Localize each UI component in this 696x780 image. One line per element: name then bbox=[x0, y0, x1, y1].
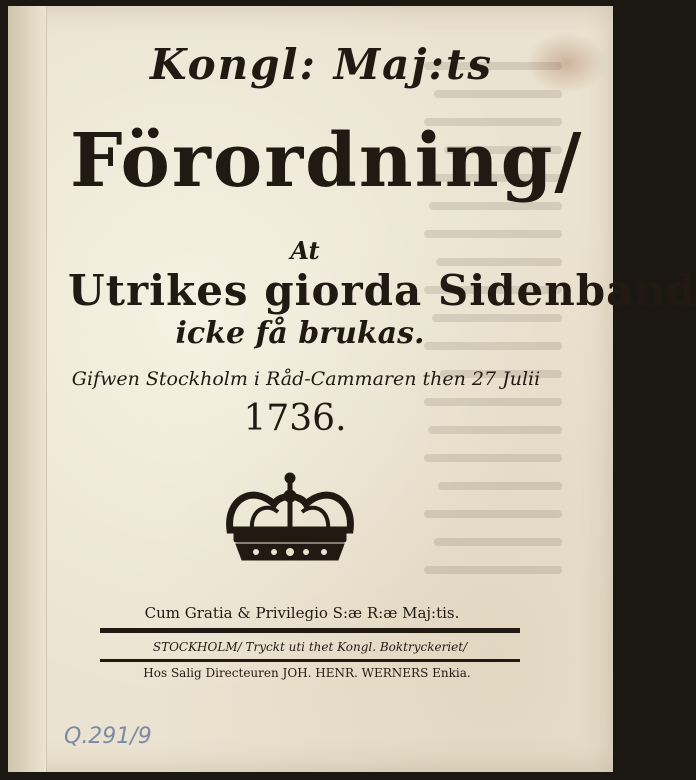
subtitle-at: At bbox=[290, 236, 320, 265]
given-line: Gifwen Stockholm i Råd-Cammaren then 27 Julii bbox=[71, 368, 541, 390]
imprint-line-1: STOCKHOLM/ Tryckt uti thet Kongl. Boktryckeriet/ bbox=[152, 640, 468, 654]
title-forordning: Förordning/ bbox=[70, 118, 584, 204]
divider-rule-bottom bbox=[100, 659, 520, 662]
crown-icon bbox=[222, 470, 358, 566]
title-kongl-maj: Kongl: Maj:ts bbox=[150, 40, 494, 89]
year: 1736. bbox=[243, 398, 347, 439]
divider-rule-top bbox=[100, 628, 520, 633]
privilege-line: Cum Gratia & Privilegio S:æ R:æ Maj:tis. bbox=[144, 604, 460, 622]
subtitle-line-2: icke få brukas. bbox=[175, 316, 425, 351]
shelfmark-annotation: Q.291/9 bbox=[64, 724, 152, 749]
imprint-line-2: Hos Salig Directeuren JOH. HENR. WERNERS Enkia. bbox=[143, 666, 471, 680]
binding-edge bbox=[8, 6, 47, 772]
subtitle-line-1: Utrikes giorda Sidenband bbox=[68, 266, 696, 315]
